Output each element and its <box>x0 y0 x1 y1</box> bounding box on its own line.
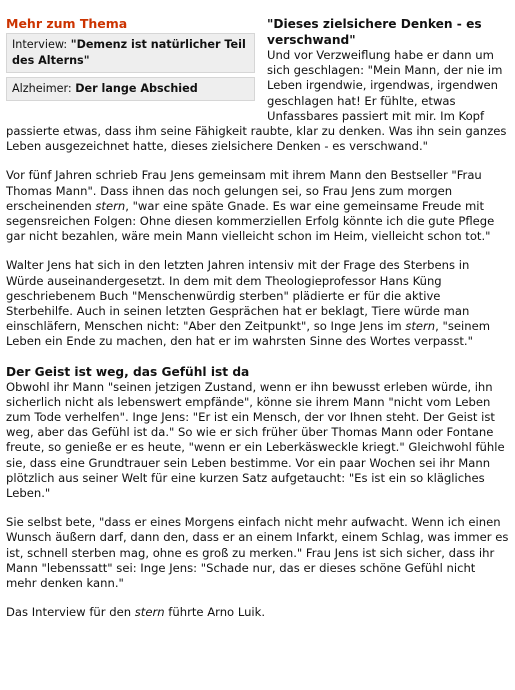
related-topics-box <box>6 16 255 105</box>
publication-name: stern <box>95 198 126 213</box>
related-topics-title: Mehr zum Thema <box>6 16 128 31</box>
paragraph-3: Walter Jens hat sich in den letzten Jahren intensiv mit der Frage des Sterbens in Würde auseinandergesetzt. In dem mit dem Theologieprofessor Hans Küng geschriebenem Buch "Menschenwürdig sterben" plädierte er für die aktive Sterbehilfe. Auch in seinen letzten Gesprächen hat er beklagt, Tiere würde man einschläfern, Menschen nicht: "Aber den Zeitpunkt", so Inge Jens im stern, "seinem Leben ein Ende zu machen, den hat er im wahrsten Sinne des Wortes verpasst." <box>6 258 491 349</box>
related-link-langer-abschied[interactable]: Der lange Abschied <box>75 82 198 95</box>
section-heading-lead: "Dieses zielsichere Denken - es verschwand" <box>267 17 482 47</box>
related-item-prefix: Interview: <box>12 38 71 51</box>
publication-name: stern <box>134 605 165 620</box>
paragraph-credit: Das Interview für den stern führte Arno Luik. <box>6 605 266 620</box>
related-item-interview <box>6 33 255 73</box>
paragraph-4: Obwohl ihr Mann "seinen jetzigen Zustand, wenn er ihn bewusst erleben würde, ihn sicherlich nicht als lebenswert empfände", könne sie ihrem Mann "nicht vom Leben zum Tode verhelfen". Inge Jens: "Er ist ein Mensch, der vor Ihnen steht. Der Geist ist weg, aber das Gefühl ist da." So wie er sich früher über Thomas Mann oder Fontane freute, so genieße er es heute, "wenn er ein Leberkäsweckle kriegt." Gleichwohl fühle sie, dass eine Grundtrauer sein Leben bestimme. Vor ein paar Wochen sei ihr Mann plötzlich aus seiner Welt für eine kurzen Satz aufgetaucht: "Es ist ein so klägliches Leben." <box>6 379 505 501</box>
related-item-prefix: Alzheimer: <box>12 82 76 95</box>
paragraph-5: Sie selbst bete, "dass er eines Morgens einfach nicht mehr aufwacht. Wenn ich einen Wunsch äußern darf, dann den, dass er an einem Infarkt, einem Schlag, was immer es ist, schnell sterben mag, ohne es groß zu merken." Frau Jens ist sich sicher, dass ihr Mann "lebenssatt" sei: Inge Jens: "Schade nur, das er dieses schöne Gefühl nicht mehr denken kann." <box>6 515 509 591</box>
paragraph-2: Vor fünf Jahren schrieb Frau Jens gemeinsam mit ihrem Mann den Bestseller "Frau Thomas Mann". Dass ihnen das noch gelungen sei, so Frau Jens zum morgen erscheinenden stern, "war eine späte Gnade. Es war eine gemeinsame Freude mit segensreichen Folgen: Ohne diesen kommerziellen Erfolg könnte ich die gute Pflege gar nicht bezahlen, wäre mein Mann vielleicht schon im Heim, vielleicht schon tot." <box>6 168 495 244</box>
related-link-demenz-interview[interactable]: "Demenz ist natürlicher Teil des Alterns" <box>12 38 246 67</box>
paragraph-1: Und vor Verzweiflung habe er dann um sich geschlagen: "Mein Mann, der nie im Leben irgendwie, irgendwas, irgendwen geschlagen hat! Er fühlte, etwas Unfassbares passiert mit mir. Im Kopf passierte etwas, dass ihm seine Fähigkeit raubte, klar zu denken. Was ihn sein ganzes Leben ausgezeichnet hatte, dieses zielsichere Denken - es verschwand." <box>6 48 507 154</box>
related-item-alzheimer <box>6 77 255 101</box>
section-heading-geist: Der Geist ist weg, das Gefühl ist da <box>6 364 250 379</box>
publication-name: stern <box>405 319 436 334</box>
